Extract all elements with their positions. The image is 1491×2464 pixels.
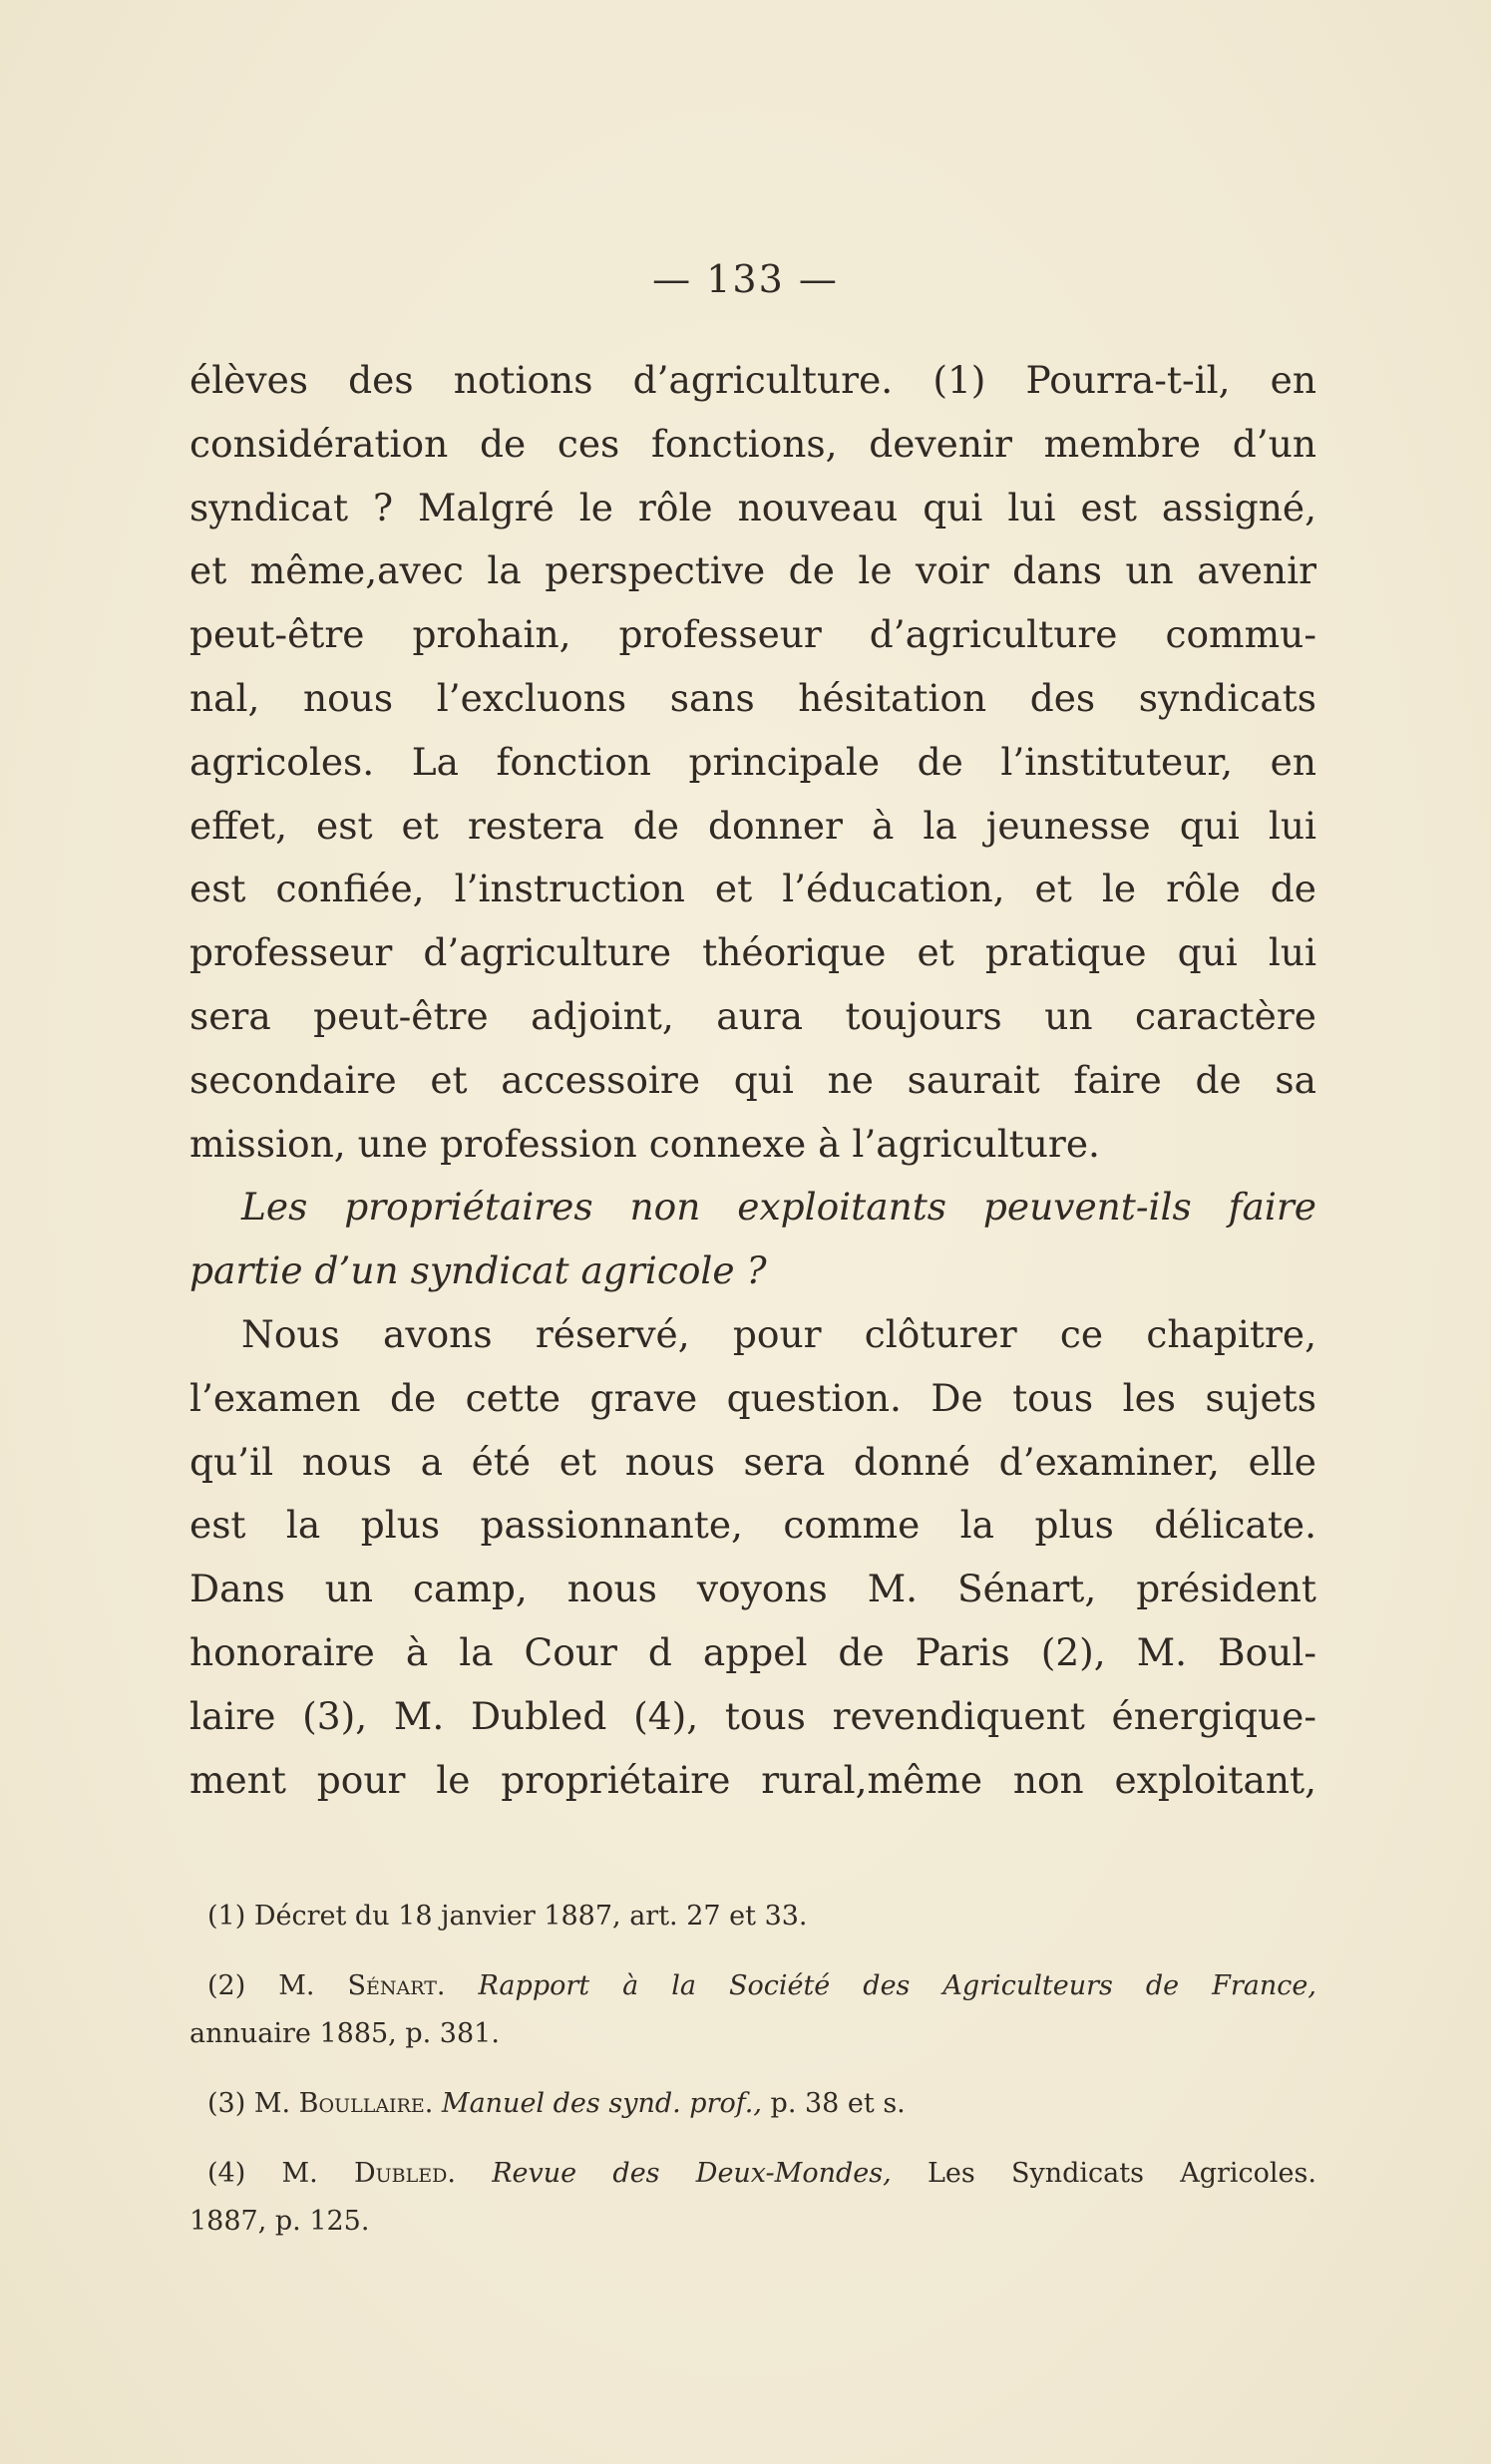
footnote-author: Sénart. bbox=[347, 1970, 446, 2001]
text-line: élèves des notions d’agriculture. (1) Pourra-t-il, en bbox=[189, 358, 1316, 402]
footnote-rest: annuaire 1885, p. 381. bbox=[189, 2018, 500, 2049]
text-line: agricoles. La fonction principale de l’instituteur, en bbox=[189, 739, 1316, 784]
text-line: peut-être prohain, professeur d’agriculture commu- bbox=[189, 612, 1316, 657]
footnote-prefix: M. bbox=[281, 2158, 318, 2189]
text-line: nal, nous l’excluons sans hésitation des syndicats bbox=[189, 675, 1316, 720]
footnote-author: Dubled. bbox=[354, 2158, 456, 2189]
text-line: sera peut-être adjoint, aura toujours un caractère bbox=[189, 993, 1316, 1038]
footnote-3 bbox=[189, 2080, 1316, 2128]
footnote-1 bbox=[189, 1893, 1316, 1940]
text-line: mission, une profession connexe à l’agriculture. bbox=[189, 1121, 1100, 1166]
footnote-marker: (4) bbox=[207, 2158, 246, 2189]
text-line: effet, est et restera de donner à la jeunesse qui lui bbox=[189, 803, 1316, 848]
footnotes bbox=[189, 1893, 1316, 2246]
text-line: honoraire à la Cour d appel de Paris (2), M. Boul- bbox=[189, 1629, 1316, 1674]
footnote-title: Rapport à la Société des Agriculteurs de France, bbox=[478, 1970, 1316, 2001]
footnote-marker: (2) bbox=[207, 1970, 246, 2001]
text-line: syndicat ? Malgré le rôle nouveau qui lui est assigné, bbox=[189, 485, 1316, 529]
footnote-rest: 1887, p. 125. bbox=[189, 2206, 370, 2237]
text-line: laire (3), M. Dubled (4), tous revendiquent énergique- bbox=[189, 1693, 1316, 1738]
text-line: est la plus passionnante, comme la plus délicate. bbox=[189, 1503, 1316, 1548]
text-line: qu’il nous a été et nous sera donné d’examiner, elle bbox=[189, 1439, 1316, 1484]
footnote-text: Décret du 18 janvier 1887, art. 27 et 33. bbox=[253, 1901, 808, 1932]
footnote-2 bbox=[189, 1962, 1316, 2010]
footnote-4 bbox=[189, 2150, 1316, 2198]
footnote-title: Manuel des synd. prof., bbox=[441, 2088, 762, 2119]
text-line: est confiée, l’instruction et l’éducation, et le rôle de bbox=[189, 867, 1316, 911]
text-line: l’examen de cette grave question. De tous les sujets bbox=[189, 1375, 1316, 1420]
footnote-2-continued bbox=[189, 2010, 1316, 2058]
text-line: Nous avons réservé, pour clôturer ce chapitre, bbox=[241, 1311, 1316, 1356]
footnote-marker: (1) bbox=[207, 1901, 246, 1932]
footnote-author: Boullaire. bbox=[298, 2088, 434, 2119]
section-heading-line: partie d’un syndicat agricole ? bbox=[189, 1248, 767, 1293]
text-line: secondaire et accessoire qui ne saurait faire de sa bbox=[189, 1057, 1316, 1102]
footnote-prefix: M. bbox=[253, 2088, 291, 2119]
footnote-title: Revue des Deux-Mondes, bbox=[492, 2158, 892, 2189]
footnote-rest: Les Syndicats Agricoles. bbox=[927, 2158, 1316, 2189]
text-line: et même,avec la perspective de le voir dans un avenir bbox=[189, 548, 1316, 593]
section-heading-line: Les propriétaires non exploitants peuvent-ils faire bbox=[241, 1185, 1316, 1230]
text-line: considération de ces fonctions, devenir membre d’un bbox=[189, 421, 1316, 466]
footnote-4-continued bbox=[189, 2198, 1316, 2246]
footnote-prefix: M. bbox=[278, 1970, 315, 2001]
body-text bbox=[189, 349, 1316, 1812]
text-line: ment pour le propriétaire rural,même non exploitant, bbox=[189, 1757, 1316, 1802]
footnote-marker: (3) bbox=[207, 2088, 246, 2119]
page-number: — 133 — bbox=[652, 257, 839, 301]
text-line: Dans un camp, nous voyons M. Sénart, président bbox=[189, 1567, 1316, 1611]
text-line: professeur d’agriculture théorique et pratique qui lui bbox=[189, 930, 1316, 975]
footnote-rest: p. 38 et s. bbox=[770, 2088, 906, 2119]
